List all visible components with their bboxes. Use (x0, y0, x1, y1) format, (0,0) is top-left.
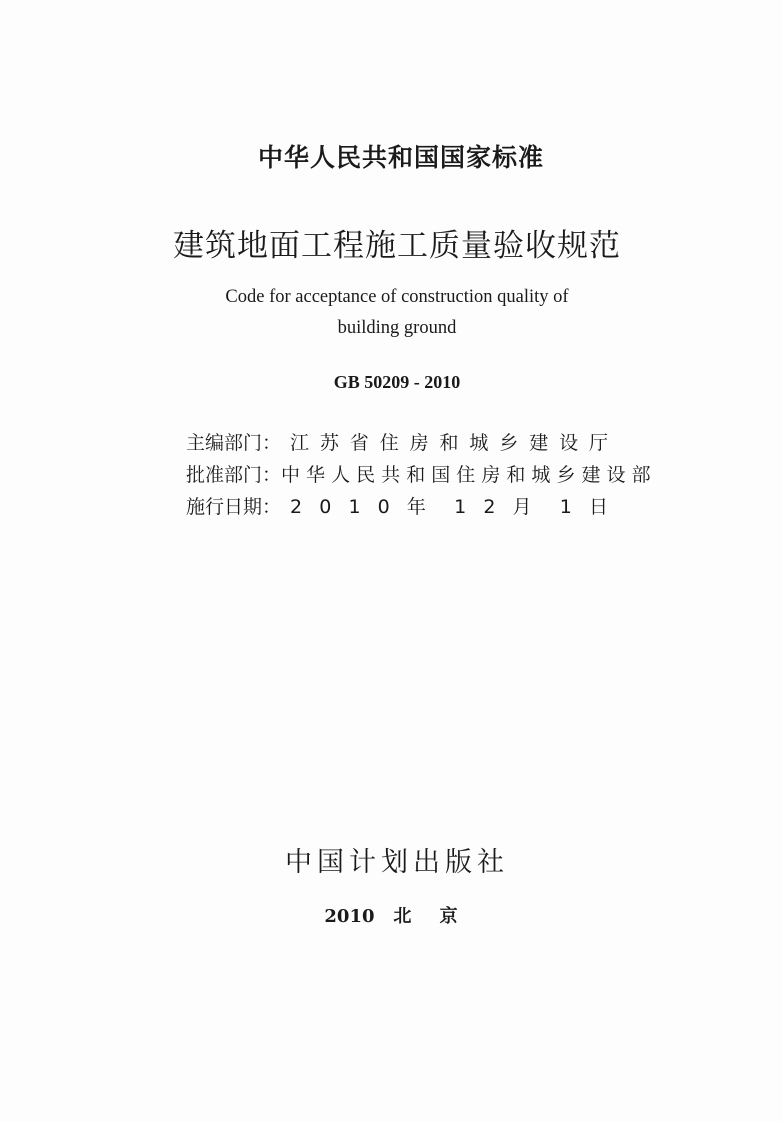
effective-date-label: 施行日期： (186, 496, 282, 518)
approver-row (186, 460, 651, 487)
approver-label: 批准部门： (186, 464, 282, 486)
english-title-line-2: building ground (337, 318, 457, 338)
effective-date-value: 2 0 1 0 年 1 2 月 1 日 (290, 496, 608, 518)
approver-value: 中 华 人 民 共 和 国 住 房 和 城 乡 建 设 部 (281, 464, 651, 486)
chief-editor-value: 江 苏 省 住 房 和 城 乡 建 设 厅 (290, 432, 608, 454)
standard-code: GB 50209 - 2010 (333, 372, 461, 392)
publication-year: 2010 (324, 906, 375, 927)
document-title: 建筑地面工程施工质量验收规范 (173, 228, 621, 264)
publication-city: 北 京 (393, 906, 458, 927)
chief-editor-label: 主编部门： (186, 432, 282, 454)
chief-editor-row (186, 428, 608, 455)
english-title-line-1: Code for acceptance of construction quality of (225, 287, 569, 307)
effective-date-row (186, 492, 608, 519)
publication-place (0, 902, 782, 928)
publisher: 中国计划出版社 (285, 847, 509, 878)
standard-series: 中华人民共和国国家标准 (257, 143, 544, 172)
